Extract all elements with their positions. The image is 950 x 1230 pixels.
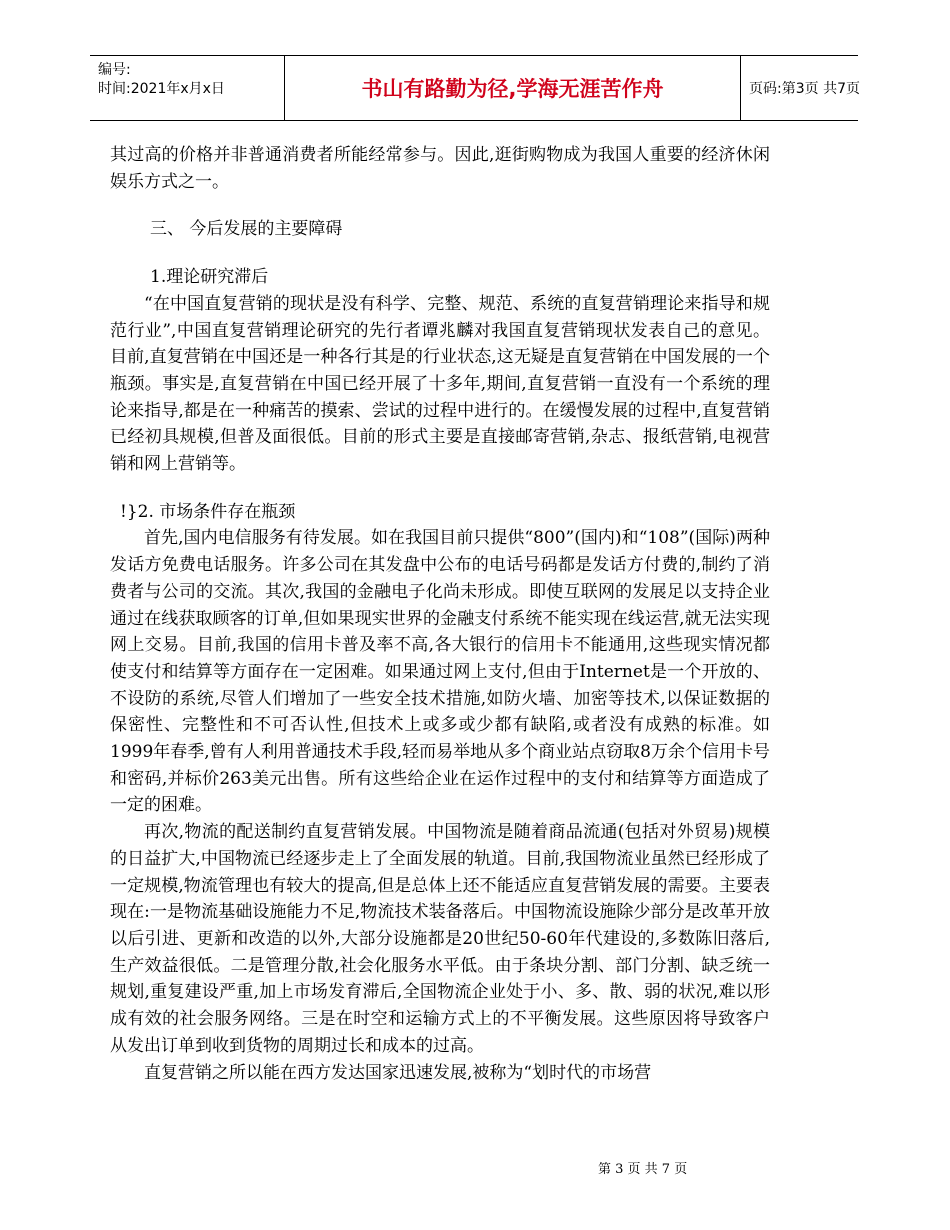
paragraph: 再次,物流的配送制约直复营销发展。中国物流是随着商品流通(包括对外贸易)规模的日益扩大,中国物流已经逐步走上了全面发展的轨道。目前,我国物流业虽然已经形成了一定规模,物流管理也有较大的提高,但是总体上还不能适应直复营销发展的需要。主要表现在:一是物流基础设施能力不足,物流技术装备落后。中国物流设施除少部分是改革开放以后引进、更新和改造的以外,大部分设施都是20世纪50-60年代建设的,多数陈旧落后,生产效益很低。二是管理分散,社会化服务水平低。由于条块分割、部门分割、缺乏统一规划,重复建设严重,加上市场发育滞后,全国物流企业处于小、多、散、弱的状况,难以形成有效的社会服务网络。三是在时空和运输方式上的不平衡发展。这些原因将导致客户从发出订单到收到货物的周期过长和成本的过高。	[110, 822, 770, 1056]
paragraph: 直复营销之所以能在西方发达国家迅速发展,被称为“划时代的市场营	[144, 1062, 652, 1083]
section-heading: 三、 今后发展的主要障碍	[150, 219, 343, 240]
header-motto: 书山有路勤为径,学海无涯苦作舟	[285, 56, 741, 120]
document-body	[110, 142, 770, 1086]
paragraph: “在中国直复营销的现状是没有科学、完整、规范、系统的直复营销理论来指导和规范行业”,中国直复营销理论研究的先行者谭兆麟对我国直复营销现状发表自己的意见。目前,直复营销在中国还是一种各行其是的行业状态,这无疑是直复营销在中国发展的一个瓶颈。事实是,直复营销在中国已经开展了十多年,期间,直复营销一直没有一个系统的理论来指导,都是在一种痛苦的摸索、尝试的过程中进行的。在缓慢发展的过程中,直复营销已经初具规模,但普及面很低。目前的形式主要是直接邮寄营销,杂志、报纸营销,电视营销和网上营销等。	[110, 293, 770, 475]
subsection-heading: !}2. 市场条件存在瓶颈	[120, 501, 296, 522]
paragraph: 其过高的价格并非普通消费者所能经常参与。因此,逛街购物成为我国人重要的经济休闲娱乐方式之一。	[110, 145, 770, 192]
paragraph: 首先,国内电信服务有待发展。如在我国目前只提供“800”(国内)和“108”(国际)两种发话方免费电话服务。许多公司在其发盘中公布的电话号码都是发话方付费的,制约了消费者与公司的交流。其次,我国的金融电子化尚未形成。即使互联网的发展足以支持企业通过在线获取顾客的订单,但如果现实世界的金融支付系统不能实现在线运营,就无法实现网上交易。目前,我国的信用卡普及率不高,各大银行的信用卡不能通用,这些现实情况都使支付和结算等方面存在一定困难。如果通过网上支付,但由于Internet是一个开放的、不设防的系统,尽管人们增加了一些安全技术措施,如防火墙、加密等技术,以保证数据的保密性、完整性和不可否认性,但技术上或多或少都有缺陷,或者没有成熟的标准。如1999年春季,曾有人利用普通技术手段,轻而易举地从多个商业站点窃取8万余个信用卡号和密码,并标价263美元出售。所有这些给企业在运作过程中的支付和结算等方面造成了一定的困难。	[110, 528, 770, 816]
page-header	[90, 55, 858, 121]
subsection-heading: 1.理论研究滞后	[150, 267, 269, 288]
document-time-label: 时间:2021年x月x日	[98, 81, 225, 97]
document-number-label: 编号:	[98, 62, 131, 78]
header-page-number: 页码:第3页 共7页	[749, 81, 860, 97]
page-footer: 第 3 页 共 7 页	[598, 1162, 688, 1177]
header-meta-cell	[90, 56, 285, 120]
